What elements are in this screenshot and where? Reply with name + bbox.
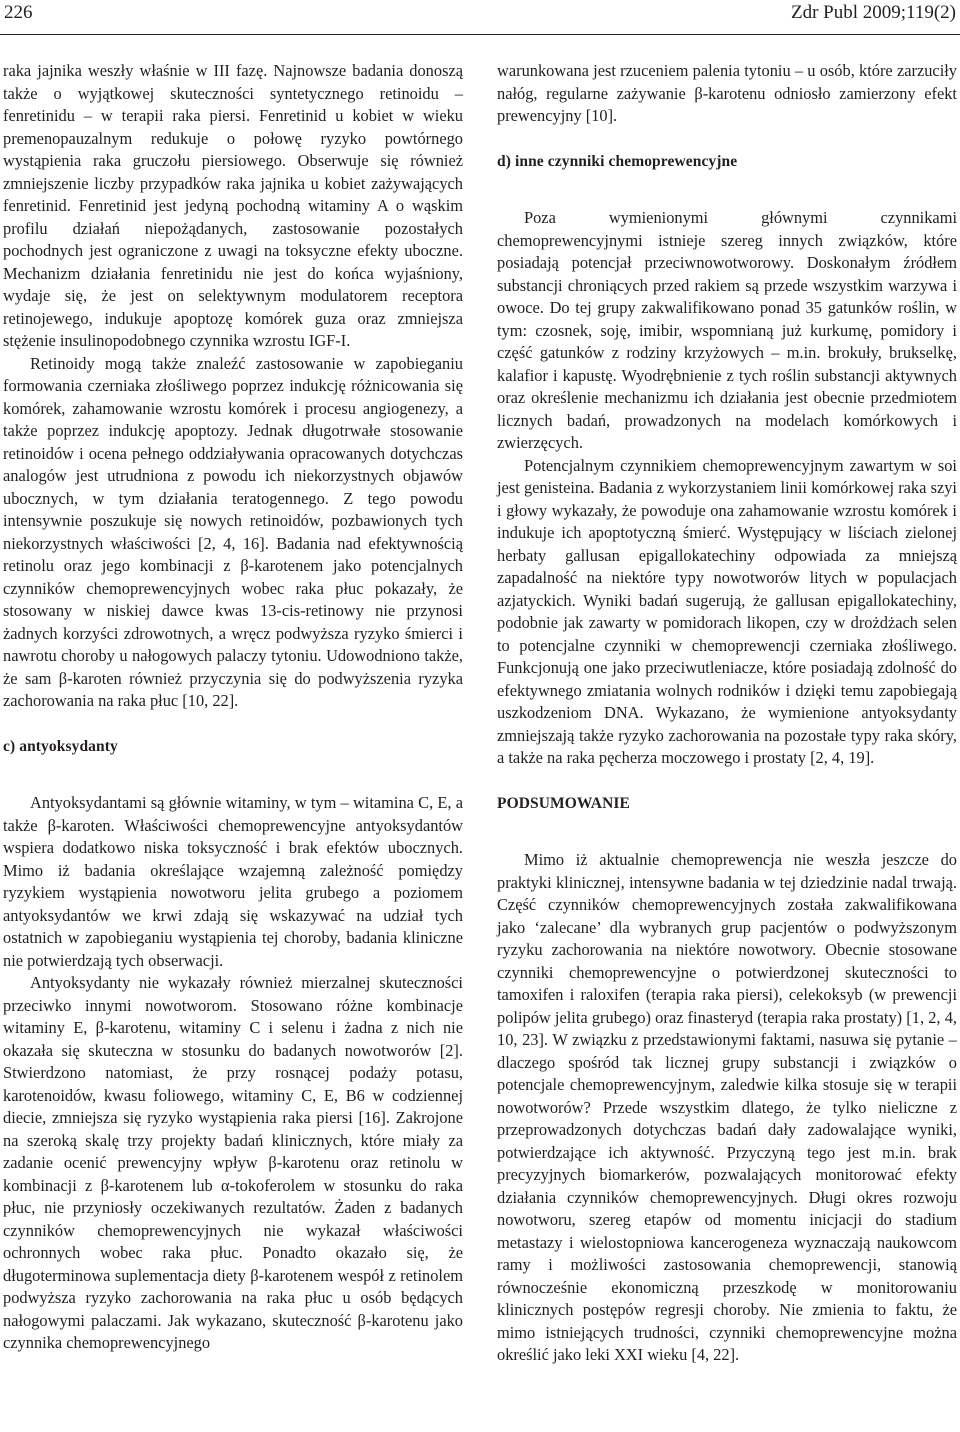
section-heading-antyoksydanty: c) antyoksydanty <box>3 737 118 755</box>
header-rule <box>0 34 960 35</box>
page-number: 226 <box>4 2 33 23</box>
journal-citation: Zdr Publ 2009;119(2) <box>790 2 956 23</box>
section-heading-inne-czynniki: d) inne czynniki chemoprewencyjne <box>497 152 738 170</box>
paragraph: Retinoidy mogą także znaleźć zastosowanie w zapobieganiu formowania czerniaka złośliwego poprzez indukcję różnicowania się komórek, zahamowanie wzrostu komórek i procesu angiogenezy, a także poprzez indukcję apoptozy. Jednak długotrwałe stosowanie retinoidów i ocena pełnego oddziaływania opracowanych dotychczas analogów jest utrudniona z powodu ich niekorzystnych objawów ubocznych, w tym działania teratogennego. Z tego powodu intensywnie poszukuje się nowych retinoidów, pozbawionych tych niekorzystnych właściwości [2, 4, 16]. Badania nad efektywnością retinolu oraz jego kombinacji z β-karotenem jako potencjalnych czynników chemoprewencyjnych wobec raka płuc pokazały, że stosowany w niskiej dawce kwas 13-cis-retinowy nie przynosi żadnych korzyści zdrowotnych, a wręcz podwyższa ryzyko śmierci i nawrotu choroby u nałogowych palaczy tytoniu. Udowodniono także, że sam β-karoten również przyczynia się do podwyższenia ryzyka zachorowania na raka płuc [10, 22]. <box>3 353 463 710</box>
paragraph: raka jajnika weszły właśnie w III fazę. Najnowsze badania donoszą także o wyjątkowej skuteczności syntetycznego retinoidu – fenretinidu – w terapii raka piersi. Fenretinid u kobiet w wieku premenopauzalnym redukuje o połowę ryzyko powtórnego wystąpienia raka gruczołu piersiowego. Obserwuje się również zmniejszenie liczby przypadków raka jajnika u kobiet zażywających fenretinid. Fenretinid jest jedyną pochodną witaminy A o wąskim profilu działań niepożądanych, zastosowanie pozostałych pochodnych jest ograniczone z uwagi na toksyczne efekty uboczne. Mechanizm działania fenretinidu nie jest do końca wyjaśniony, wydaje się, że jest on selektywnym modulatorem receptora retinojewego, indukuje apoptozę komórek guza oraz zmniejsza stężenie insulinopodobnego czynnika wzrostu IGF-I. <box>3 61 463 350</box>
paragraph: Antyoksydanty nie wykazały również mierzalnej skuteczności przeciwko innymi nowotworom. Stosowano różne kombinacje witaminy E, β-karotenu, witaminy C i selenu i żadna z nich nie okazała się skuteczna w stosunku do badanych nowotworów [2]. Stwierdzono natomiast, że przy rosnącej podaży potasu, karotenoidów, kwasu foliowego, witaminy C, E, B6 w codziennej diecie, zmniejsza się ryzyko wystąpienia raka piersi [16]. Zakrojone na szeroką skalę trzy projekty badań klinicznych, które miały za zadanie ocenić prewencyjny wpływ β-karotenu oraz retinolu w kombinacji z β-karotenem lub α-tokoferolem w stosunku do raka płuc, nie przyniosły oczekiwanych rezultatów. Żaden z badanych czynników chemoprewencyjnych nie wykazał właściwości ochronnych wobec raka płuc. Ponadto okazało się, że długoterminowa suplementacja diety β-karotenem wespół z retinolem podwyższa ryzyko zachorowania na raka płuc u osób będących nałogowymi palaczami. Jak wykazano, skuteczność β-karotenu jako czynnika chemoprewencyjnego <box>3 973 463 1352</box>
left-column <box>3 60 463 1355</box>
right-column <box>497 60 957 1367</box>
paragraph: Mimo iż aktualnie chemoprewencja nie weszła jeszcze do praktyki klinicznej, intensywne badania w tej dziedzinie nadal trwają. Część czynników chemoprewencyjnych została zakwalifikowana jako ‘zalecane’ dla wybranych grup pacjentów o podwyższonym ryzyku zachorowania na niektóre nowotwory. Obecnie stosowane czynniki chemoprewencyjne o potwierdzonej skuteczności to tamoxifen i raloxifen (terapia raka piersi), celekoksyb (w prewencji polipów jelita grubego) oraz finasteryd (terapia raka prostaty) [1, 2, 4, 10, 23]. W związku z przedstawionymi faktami, nasuwa się pytanie – dlaczego spośród tak licznej grupy substancji i związków o potencjale chemoprewencyjnym, zaledwie kilka stosuje się w terapii nowotworów? Przede wszystkim dlatego, że tylko nieliczne z przeprowadzonych dotychczas badań dały zadowalające wyniki, potwierdzające ich aktywność. Przyczyną tego jest m.in. brak precyzyjnych biomarkerów, pozwalających monitorować efekty działania czynników chemoprewencyjnych. Długi okres rozwoju nowotworu, szereg etapów od momentu inicjacji do stadium metastazy i wielostopniowa kancerogeneza wyznaczają naukowcom ramy i możliwości zastosowania chemoprewencji, stanowią równocześnie ekonomiczną przeszkodę w monitorowaniu klinicznych postępów regresji choroby. Nie zmienia to faktu, że mimo istniejących trudności, czynniki chemoprewencyjne można określić jako leki XXI wieku [4, 22]. <box>497 850 957 1364</box>
page-header <box>0 0 960 42</box>
section-heading-podsumowanie: PODSUMOWANIE <box>497 794 630 812</box>
paragraph: Potencjalnym czynnikiem chemoprewencyjnym zawartym w soi jest genisteina. Badania z wykorzystaniem linii komórkowej raka szyi i głowy wykazały, że powoduje ona zahamowanie wzrostu komórek i indukuje ich apoptotyczną śmierć. Występujący w liściach zielonej herbaty gallusan epigallokatechiny odpowiada za mniejszą zapadalność na niektóre typy nowotworów litych w populacjach azjatyckich. Wyniki badań sugerują, że gallusan epigallokatechiny, podobnie jak zawarty w pomidorach likopen, czy w drożdżach selen to potencjalne czynniki w chemoprewencji czerniaka złośliwego. Funkcjonują one jako przeciwutleniacze, które posiadają zdolność do efektywnego zmiatania wolnych rodników i dzięki temu zapobiegają uszkodzeniom DNA. Wykazano, że wymienione antyoksydanty zmniejszają także ryzyko zachorowania na pozostałe typy raka skóry, a także na raka pęcherza moczowego i prostaty [2, 4, 19]. <box>497 455 957 767</box>
paragraph: Antyoksydantami są głównie witaminy, w tym – witamina C, E, a także β-karoten. Właściwości chemoprewencyjne antyoksydantów wspiera dodatkowo niska toksyczność i brak efektów ubocznych. Mimo iż badania określające wzajemną zależność pomiędzy ryzykiem wystąpienia nowotworu jelita grubego a poziomem antyoksydantów we krwi zdają się wskazywać na udział tych ostatnich w zapobieganiu wystąpienia tej choroby, badania kliniczne nie potwierdzają tych obserwacji. <box>3 793 463 970</box>
paragraph: Poza wymienionymi głównymi czynnikami chemoprewencyjnymi istnieje szereg innych związków, które posiadają potencjał przeciwnowotworowy. Doskonałym źródłem substancji chroniących przed rakiem są przede wszystkim warzywa i owoce. Do tej grupy zakwalifikowano ponad 35 gatunków roślin, w tym: czosnek, soję, imibir, wspomnianą już kurkumę, pomidory i część gatunków z rodziny krzyżowych – m.in. brokuły, brukselkę, kalafior i kapustę. Wyodrębnienie z tych roślin substancji aktywnych oraz określenie mechanizmu ich działania jest obecnie przedmiotem licznych badań, prowadzonych na modelach komórkowych i zwierzęcych. <box>497 208 957 452</box>
paragraph: warunkowana jest rzuceniem palenia tytoniu – u osób, które zarzuciły nałóg, regularne zażywanie β-karotenu odniosło zamierzony efekt prewencyjny [10]. <box>497 61 957 125</box>
